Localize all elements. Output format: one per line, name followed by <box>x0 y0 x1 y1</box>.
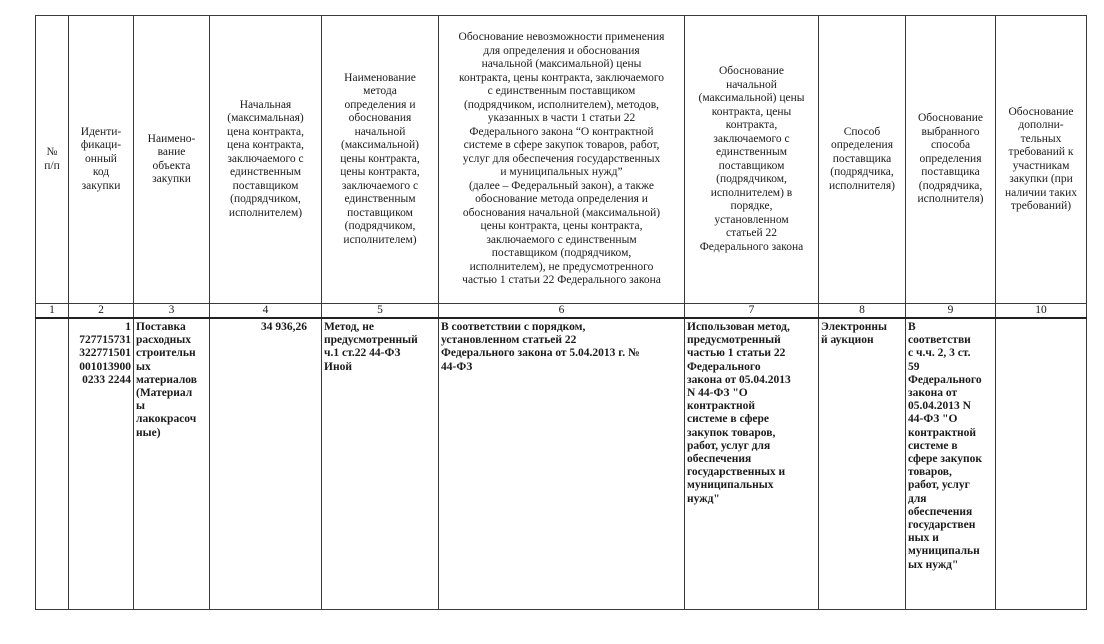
column-number: 9 <box>906 304 996 319</box>
column-number: 10 <box>996 304 1087 319</box>
purchase-object-name-cell: Поставка расходных строительн ых материалов (Материал ы лакокрасоч ные) <box>134 318 210 610</box>
purchase-id-code-cell: 1 727715731 322771501 001013900 0233 2244 <box>69 318 134 610</box>
supplier-method-justification-cell: В соответстви с ч.ч. 2, 3 ст. 59 Федерального закона от 05.04.2013 N 44-ФЗ "О контрактной системе в сфере закупок товаров, работ, услуг для обеспечения государствен ных и муниципальн ых нужд" <box>906 318 996 610</box>
header-cell-4: Начальная (максимальная) цена контракта, цена контракта, заключаемого с единственным поставщиком (подрядчиком, исполнителем) <box>210 16 322 304</box>
procurement-table <box>35 15 1087 610</box>
table-row <box>36 318 1087 610</box>
column-number: 7 <box>685 304 819 319</box>
header-cell-10: Обоснование дополни- тельных требований к участникам закупки (при наличии таких требований) <box>996 16 1087 304</box>
column-number: 3 <box>134 304 210 319</box>
header-cell-8: Способ определения поставщика (подрядчика, исполнителя) <box>819 16 906 304</box>
header-cell-9: Обоснование выбранного способа определения поставщика (подрядчика, исполнителя) <box>906 16 996 304</box>
column-number: 2 <box>69 304 134 319</box>
supplier-method-cell: Электронны й аукцион <box>819 318 906 610</box>
header-cell-3: Наимено- вание объекта закупки <box>134 16 210 304</box>
pricing-method-cell: Метод, не предусмотренный ч.1 ст.22 44-ФЗ Иной <box>322 318 439 610</box>
column-number: 5 <box>322 304 439 319</box>
column-number: 1 <box>36 304 69 319</box>
column-number-row <box>36 304 1087 319</box>
header-cell-2: Иденти- фикаци- онный код закупки <box>69 16 134 304</box>
header-cell-1: № п/п <box>36 16 69 304</box>
header-cell-7: Обоснование начальной (максимальной) цены контракта, цены контракта, заключаемого с единственным поставщиком (подрядчиком, исполнителем) в порядке, установленном статьей 22 Федерального закона <box>685 16 819 304</box>
header-row <box>36 16 1087 304</box>
method-justification-cell: В соответствии с порядком, установленном статьей 22 Федерального закона от 5.04.2013 г. № 44-ФЗ <box>439 318 685 610</box>
column-number: 8 <box>819 304 906 319</box>
additional-requirements-cell <box>996 318 1087 610</box>
column-number: 6 <box>439 304 685 319</box>
price-justification-cell: Использован метод, предусмотренный частью 1 статьи 22 Федерального закона от 05.04.2013 N 44-ФЗ "О контрактной системе в сфере закупок товаров, работ, услуг для обеспечения государственных и муниципальных нужд" <box>685 318 819 610</box>
header-cell-6: Обоснование невозможности применения для определения и обоснования начальной (максимальной) цены контракта, цены контракта, заключаемого с единственным поставщиком (подрядчиком, исполнителем), методов, указанных в части 1 статьи 22 Федерального закона “О контрактной системе в сфере закупок товаров, работ, услуг для обеспечения государственных и муниципальных нужд” (далее – Федеральный закон), а также обоснование метода определения и обоснования начальной (максимальной) цены контракта, цены контракта, заключаемого с единственным поставщиком (подрядчиком, исполнителем), не предусмотренного частью 1 статьи 22 Федерального закона <box>439 16 685 304</box>
row-number-cell <box>36 318 69 610</box>
column-number: 4 <box>210 304 322 319</box>
header-cell-5: Наименование метода определения и обоснования начальной (максимальной) цены контракта, цены контракта, заключаемого с единственным поставщиком (подрядчиком, исполнителем) <box>322 16 439 304</box>
initial-price-cell: 34 936,26 <box>210 318 322 610</box>
